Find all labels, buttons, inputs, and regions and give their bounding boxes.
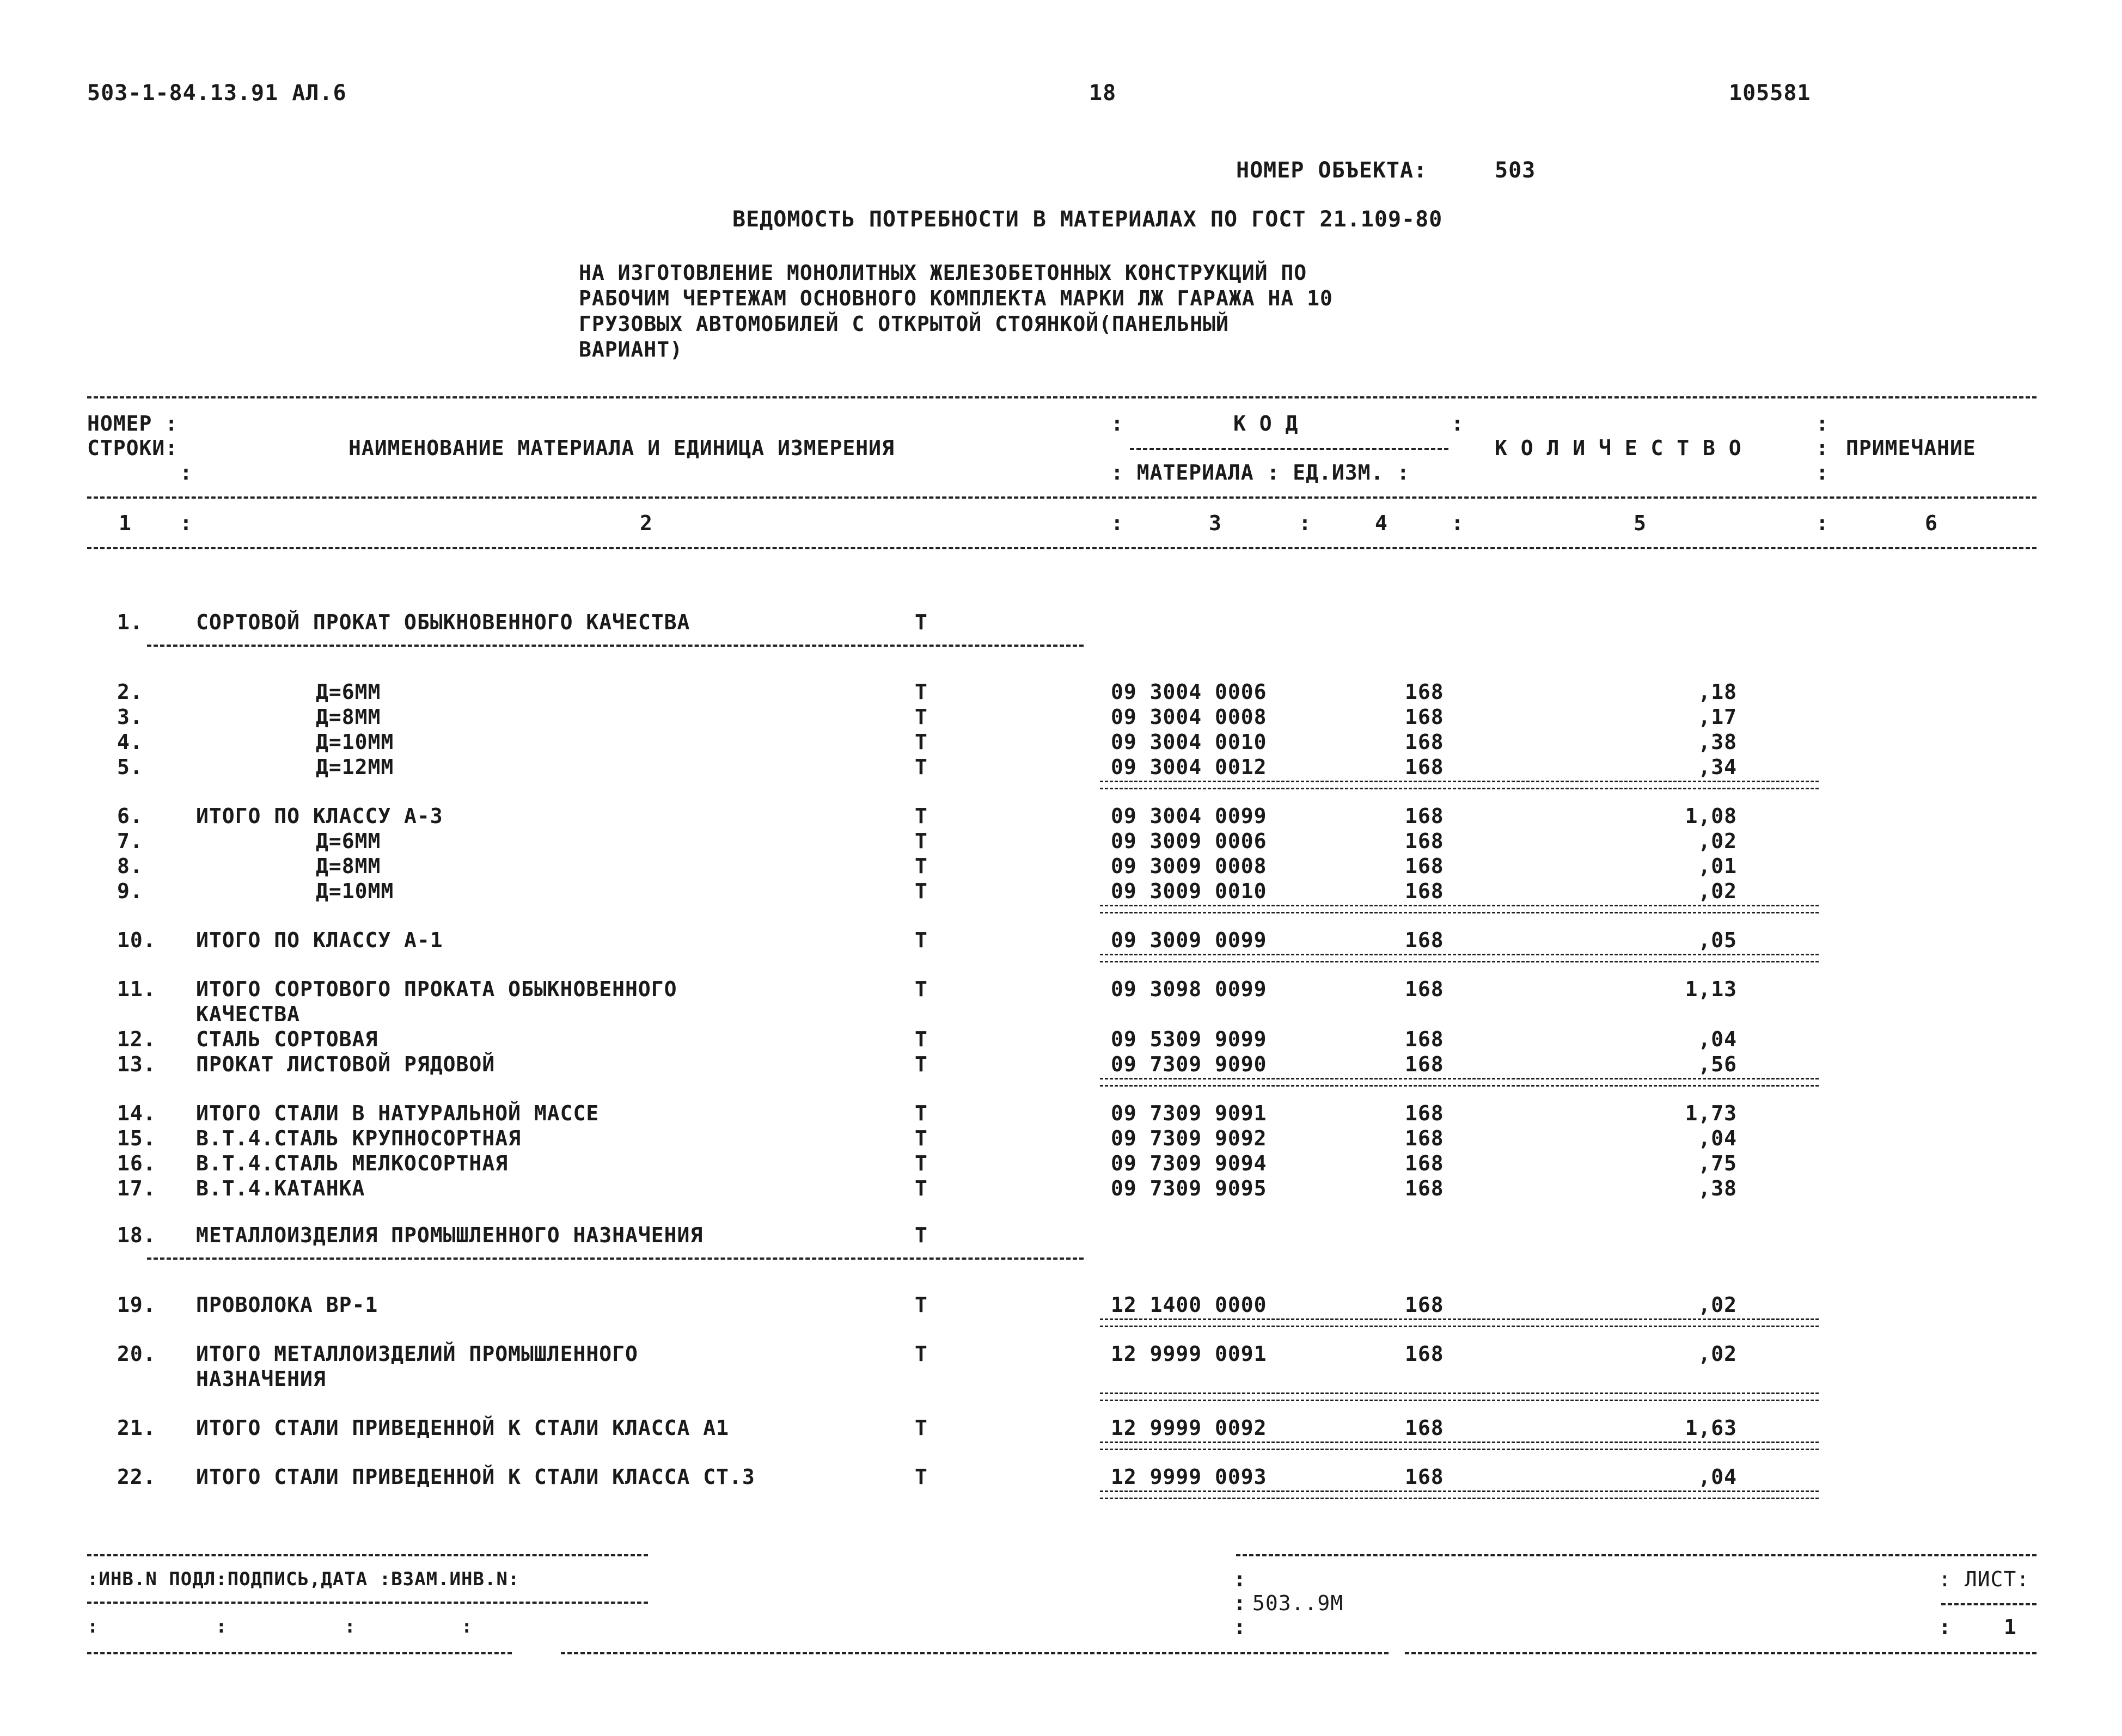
- subtotal-double-rule: [1100, 1490, 1819, 1499]
- row-number: 21.: [117, 1416, 156, 1440]
- code-block-colon-3: :: [1233, 1615, 1246, 1639]
- quantity-value: 1,63: [1685, 1416, 1737, 1440]
- row-number: 1.: [117, 610, 143, 634]
- unit-of-measure: Т: [915, 1027, 928, 1051]
- unit-of-measure: Т: [915, 705, 928, 729]
- section-underline: [147, 645, 1084, 647]
- quantity-value: ,02: [1698, 879, 1737, 903]
- row-number: 13.: [117, 1052, 156, 1076]
- material-code: 09 3004 0006: [1111, 680, 1267, 704]
- col-num-6: 6: [1925, 511, 1938, 535]
- material-name: ПРОКАТ ЛИСТОВОЙ РЯДОВОЙ: [196, 1052, 496, 1076]
- row-number: 19.: [117, 1293, 156, 1317]
- material-name-continued: НАЗНАЧЕНИЯ: [196, 1367, 326, 1391]
- section-underline: [147, 1257, 1084, 1260]
- code-block-colon-1: :: [1233, 1567, 1246, 1591]
- material-name: Д=6ММ: [316, 680, 381, 704]
- unit-of-measure: Т: [915, 680, 928, 704]
- row-number: 9.: [117, 879, 143, 903]
- col-num-5: 5: [1634, 511, 1647, 535]
- material-code: 09 7309 9092: [1111, 1126, 1267, 1150]
- unit-of-measure: Т: [915, 1465, 928, 1489]
- unit-code: 168: [1405, 1293, 1444, 1317]
- col-num-1: 1: [119, 511, 132, 535]
- stamp-bottom-rule-2: [561, 1652, 1389, 1654]
- code-block-colon-2: :: [1233, 1591, 1246, 1615]
- col-quantity-header: К О Л И Ч Е С Т В О: [1495, 436, 1742, 460]
- stamp-header: :ИНВ.N ПОДЛ:ПОДПИСЬ,ДАТА :ВЗАМ.ИНВ.N:: [87, 1568, 520, 1590]
- unit-of-measure: Т: [915, 804, 928, 828]
- subtotal-double-rule: [1100, 1393, 1819, 1401]
- material-name: В.Т.4.КАТАНКА: [196, 1176, 365, 1200]
- quantity-value: ,01: [1698, 854, 1737, 878]
- material-name-continued: КАЧЕСТВА: [196, 1002, 301, 1026]
- purpose-line-1: НА ИЗГОТОВЛЕНИЕ МОНОЛИТНЫХ ЖЕЛЕЗОБЕТОННЫХ КОНСТРУКЦИЙ ПО: [579, 261, 1307, 285]
- row-number: 8.: [117, 854, 143, 878]
- material-code: 12 9999 0093: [1111, 1465, 1267, 1489]
- quantity-value: ,75: [1698, 1151, 1737, 1175]
- note-colon-3: :: [1816, 461, 1829, 484]
- quantity-value: ,04: [1698, 1126, 1737, 1150]
- sheet-colon: :: [1938, 1615, 1952, 1639]
- unit-code: 168: [1405, 854, 1444, 878]
- row-number: 3.: [117, 705, 143, 729]
- serial-number: 105581: [1729, 81, 1811, 106]
- row-number: 22.: [117, 1465, 156, 1489]
- material-name: Д=12ММ: [316, 755, 394, 779]
- unit-of-measure: Т: [915, 829, 928, 853]
- unit-code: 168: [1405, 755, 1444, 779]
- material-name: Д=10ММ: [316, 879, 394, 903]
- unit-code: 168: [1405, 680, 1444, 704]
- subtotal-double-rule: [1100, 954, 1819, 962]
- unit-code: 168: [1405, 1126, 1444, 1150]
- material-code: 12 9999 0091: [1111, 1342, 1267, 1366]
- unit-code: 168: [1405, 1101, 1444, 1125]
- unit-of-measure: Т: [915, 928, 928, 952]
- material-name: ИТОГО СОРТОВОГО ПРОКАТА ОБЫКНОВЕННОГО: [196, 977, 677, 1001]
- col-rownum-2: СТРОКИ:: [87, 436, 179, 460]
- material-name: Д=8ММ: [316, 854, 381, 878]
- subtotal-double-rule: [1100, 905, 1819, 913]
- quantity-value: ,56: [1698, 1052, 1737, 1076]
- row-number: 2.: [117, 680, 143, 704]
- col-num-sep-5: :: [1816, 511, 1829, 535]
- row-number: 7.: [117, 829, 143, 853]
- material-name: В.Т.4.СТАЛЬ МЕЛКОСОРТНАЯ: [196, 1151, 509, 1175]
- subtotal-double-rule: [1100, 1318, 1819, 1327]
- material-code: 09 3009 0008: [1111, 854, 1267, 878]
- header-bottom-rule: [87, 547, 2037, 549]
- subtotal-double-rule: [1100, 1441, 1819, 1450]
- material-name: В.Т.4.СТАЛЬ КРУПНОСОРТНАЯ: [196, 1126, 521, 1150]
- quantity-value: ,04: [1698, 1465, 1737, 1489]
- row-number: 10.: [117, 928, 156, 952]
- material-name: ИТОГО МЕТАЛЛОИЗДЕЛИЙ ПРОМЫШЛЕННОГО: [196, 1342, 638, 1366]
- row-number: 15.: [117, 1126, 156, 1150]
- unit-code: 168: [1405, 730, 1444, 754]
- sheet-label: : ЛИСТ:: [1938, 1567, 2030, 1591]
- row-number: 11.: [117, 977, 156, 1001]
- col-num-sep-4: :: [1451, 511, 1464, 535]
- unit-code: 168: [1405, 977, 1444, 1001]
- quantity-value: 1,13: [1685, 977, 1737, 1001]
- note-colon-2: :: [1816, 436, 1829, 460]
- material-name: ИТОГО ПО КЛАССУ А-1: [196, 928, 443, 952]
- unit-of-measure: Т: [915, 854, 928, 878]
- quantity-value: ,38: [1698, 1176, 1737, 1200]
- sheet-number: 1: [2004, 1615, 2017, 1639]
- col-num-3: 3: [1209, 511, 1222, 535]
- col-code-sub: : МАТЕРИАЛА : ЕД.ИЗМ. :: [1111, 461, 1410, 484]
- unit-of-measure: Т: [915, 1342, 928, 1366]
- unit-code: 168: [1405, 1465, 1444, 1489]
- unit-of-measure: Т: [915, 1101, 928, 1125]
- unit-of-measure: Т: [915, 730, 928, 754]
- material-code: 09 3009 0006: [1111, 829, 1267, 853]
- row-number: 14.: [117, 1101, 156, 1125]
- material-code: 09 7309 9090: [1111, 1052, 1267, 1076]
- row-number: 18.: [117, 1223, 156, 1247]
- unit-code: 168: [1405, 879, 1444, 903]
- object-number-label: НОМЕР ОБЪЕКТА:: [1236, 158, 1428, 183]
- material-code: 09 7309 9095: [1111, 1176, 1267, 1200]
- material-code: 12 9999 0092: [1111, 1416, 1267, 1440]
- col-num-sep-2: :: [1111, 511, 1124, 535]
- material-name: ИТОГО СТАЛИ ПРИВЕДЕННОЙ К СТАЛИ КЛАССА СТ.3: [196, 1465, 755, 1489]
- material-name: ИТОГО ПО КЛАССУ А-3: [196, 804, 443, 828]
- quantity-value: ,38: [1698, 730, 1737, 754]
- row-number: 16.: [117, 1151, 156, 1175]
- material-code: 09 3004 0010: [1111, 730, 1267, 754]
- col-num-sep-3: :: [1299, 511, 1312, 535]
- material-code: 12 1400 0000: [1111, 1293, 1267, 1317]
- unit-code: 168: [1405, 705, 1444, 729]
- quantity-value: 1,08: [1685, 804, 1737, 828]
- unit-of-measure: Т: [915, 977, 928, 1001]
- col-name-header: НАИМЕНОВАНИЕ МАТЕРИАЛА И ЕДИНИЦА ИЗМЕРЕНИЯ: [348, 436, 895, 460]
- col-num-2: 2: [640, 511, 653, 535]
- quantity-value: 1,73: [1685, 1101, 1737, 1125]
- row-number: 17.: [117, 1176, 156, 1200]
- unit-of-measure: Т: [915, 1052, 928, 1076]
- page-number: 18: [1089, 81, 1117, 106]
- stamp-top-rule: [87, 1554, 648, 1556]
- unit-code: 168: [1405, 804, 1444, 828]
- unit-code: 168: [1405, 1416, 1444, 1440]
- unit-of-measure: Т: [915, 1126, 928, 1150]
- quantity-value: ,17: [1698, 705, 1737, 729]
- unit-code: 168: [1405, 829, 1444, 853]
- material-code: 09 3004 0099: [1111, 804, 1267, 828]
- stamp-mid-rule: [87, 1602, 648, 1604]
- material-code: 09 3004 0012: [1111, 755, 1267, 779]
- header-mid-rule: [87, 496, 2037, 499]
- table-top-rule: [87, 396, 2037, 398]
- stamp-cells: : : : :: [87, 1616, 473, 1637]
- material-code: 09 7309 9091: [1111, 1101, 1267, 1125]
- quantity-value: ,02: [1698, 829, 1737, 853]
- material-name: СТАЛЬ СОРТОВАЯ: [196, 1027, 378, 1051]
- stamp-bottom-rule: [87, 1652, 512, 1654]
- col-note-header: ПРИМЕЧАНИЕ: [1846, 436, 1976, 460]
- purpose-line-4: ВАРИАНТ): [579, 338, 683, 361]
- row-number: 12.: [117, 1027, 156, 1051]
- purpose-line-3: ГРУЗОВЫХ АВТОМОБИЛЕЙ С ОТКРЫТОЙ СТОЯНКОЙ(ПАНЕЛЬНЫЙ: [579, 312, 1229, 336]
- unit-of-measure: Т: [915, 1293, 928, 1317]
- material-name: Д=8ММ: [316, 705, 381, 729]
- purpose-line-2: РАБОЧИМ ЧЕРТЕЖАМ ОСНОВНОГО КОМПЛЕКТА МАРКИ ЛЖ ГАРАЖА НА 10: [579, 286, 1333, 310]
- unit-of-measure: Т: [915, 755, 928, 779]
- unit-code: 168: [1405, 928, 1444, 952]
- doc-code: 503-1-84.13.91 АЛ.6: [87, 81, 347, 106]
- drawing-code: 503..9М: [1252, 1591, 1344, 1615]
- code-colon-left: :: [1111, 412, 1124, 435]
- material-code: 09 3009 0099: [1111, 928, 1267, 952]
- code-subrule: [1130, 448, 1448, 450]
- row-number: 5.: [117, 755, 143, 779]
- code-colon-right: :: [1451, 412, 1464, 435]
- subtotal-double-rule: [1100, 1078, 1819, 1087]
- quantity-value: ,02: [1698, 1342, 1737, 1366]
- material-code: 09 3004 0008: [1111, 705, 1267, 729]
- row-number: 20.: [117, 1342, 156, 1366]
- stamp-bottom-rule-3: [1405, 1652, 2037, 1654]
- quantity-value: ,34: [1698, 755, 1737, 779]
- unit-of-measure: Т: [915, 879, 928, 903]
- col-num-4: 4: [1375, 511, 1388, 535]
- col-num-sep-1: :: [180, 511, 193, 535]
- right-stamp-top-rule: [1236, 1554, 2037, 1556]
- note-colon-1: :: [1816, 412, 1829, 435]
- unit-code: 168: [1405, 1052, 1444, 1076]
- quantity-value: ,02: [1698, 1293, 1737, 1317]
- material-name: МЕТАЛЛОИЗДЕЛИЯ ПРОМЫШЛЕННОГО НАЗНАЧЕНИЯ: [196, 1223, 704, 1247]
- quantity-value: ,04: [1698, 1027, 1737, 1051]
- unit-code: 168: [1405, 1342, 1444, 1366]
- unit-of-measure: Т: [915, 1416, 928, 1440]
- material-code: 09 3098 0099: [1111, 977, 1267, 1001]
- material-name: Д=10ММ: [316, 730, 394, 754]
- subtotal-double-rule: [1100, 781, 1819, 789]
- sheet-rule: [1941, 1603, 2037, 1605]
- col-code-header: К О Д: [1233, 412, 1299, 435]
- quantity-value: ,05: [1698, 928, 1737, 952]
- unit-of-measure: Т: [915, 610, 928, 634]
- object-number: 503: [1495, 158, 1536, 183]
- quantity-value: ,18: [1698, 680, 1737, 704]
- unit-of-measure: Т: [915, 1176, 928, 1200]
- unit-code: 168: [1405, 1027, 1444, 1051]
- material-code: 09 3009 0010: [1111, 879, 1267, 903]
- row-number: 6.: [117, 804, 143, 828]
- col-rownum-1: НОМЕР :: [87, 412, 179, 435]
- unit-code: 168: [1405, 1151, 1444, 1175]
- statement-title: ВЕДОМОСТЬ ПОТРЕБНОСТИ В МАТЕРИАЛАХ ПО ГОСТ 21.109-80: [732, 207, 1443, 232]
- material-name: Д=6ММ: [316, 829, 381, 853]
- unit-of-measure: Т: [915, 1151, 928, 1175]
- material-code: 09 5309 9099: [1111, 1027, 1267, 1051]
- unit-code: 168: [1405, 1176, 1444, 1200]
- col-rownum-3: :: [180, 461, 193, 484]
- row-number: 4.: [117, 730, 143, 754]
- material-name: ИТОГО СТАЛИ В НАТУРАЛЬНОЙ МАССЕ: [196, 1101, 600, 1125]
- material-name: ПРОВОЛОКА ВР-1: [196, 1293, 378, 1317]
- material-name: СОРТОВОЙ ПРОКАТ ОБЫКНОВЕННОГО КАЧЕСТВА: [196, 610, 690, 634]
- material-name: ИТОГО СТАЛИ ПРИВЕДЕННОЙ К СТАЛИ КЛАССА А1: [196, 1416, 729, 1440]
- unit-of-measure: Т: [915, 1223, 928, 1247]
- material-code: 09 7309 9094: [1111, 1151, 1267, 1175]
